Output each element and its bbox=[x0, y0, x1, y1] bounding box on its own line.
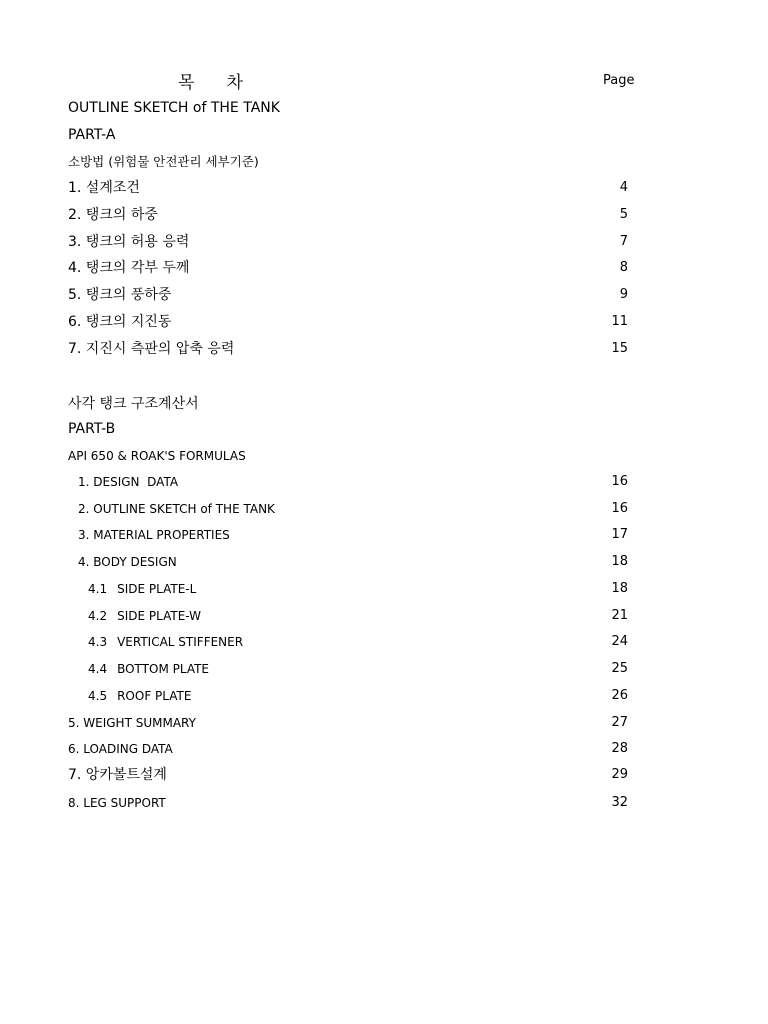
toc-entry-page: 28 bbox=[611, 741, 628, 756]
toc-sub-entry bbox=[68, 631, 640, 653]
toc-entry-label: 1. 설계조건 bbox=[68, 180, 140, 196]
part-b-heading: 사각 탱크 구조계산서 bbox=[68, 396, 199, 412]
toc-entry bbox=[68, 177, 640, 199]
toc-entry-page: 17 bbox=[611, 527, 628, 542]
toc-sub-entry-label: SIDE PLATE-W bbox=[117, 609, 201, 623]
toc-entry-label: 3. 탱크의 허용 응력 bbox=[68, 234, 190, 250]
toc-entry bbox=[68, 284, 640, 306]
toc-entry-label: 6. 탱크의 지진동 bbox=[68, 314, 172, 330]
toc-entry-label: 5. WEIGHT SUMMARY bbox=[68, 716, 196, 730]
toc-entry-label: 8. LEG SUPPORT bbox=[68, 796, 166, 810]
toc-title bbox=[178, 68, 243, 93]
toc-entry-page: 11 bbox=[611, 314, 628, 329]
toc-entry-page: 21 bbox=[611, 608, 628, 623]
toc-entry-label: 7. 앙카볼트설계 bbox=[68, 767, 167, 783]
toc-sub-entry-number: 4.2 bbox=[88, 609, 108, 623]
toc-entry-page: 29 bbox=[611, 767, 628, 782]
toc-title-part1: 목 bbox=[178, 73, 195, 93]
toc-entry-page: 7 bbox=[619, 234, 628, 249]
toc-sub-entry-label: SIDE PLATE-L bbox=[117, 582, 197, 596]
toc-entry bbox=[68, 231, 640, 253]
toc-entry-page: 32 bbox=[611, 795, 628, 810]
toc-entry bbox=[68, 738, 640, 760]
toc-entry-page: 26 bbox=[611, 688, 628, 703]
toc-entry-page: 8 bbox=[619, 260, 628, 275]
toc-entry-label: 4. BODY DESIGN bbox=[78, 555, 177, 569]
toc-entry-label: 3. MATERIAL PROPERTIES bbox=[78, 528, 230, 542]
toc-entry-page: 24 bbox=[611, 634, 628, 649]
toc-entry bbox=[68, 764, 640, 786]
toc-entry bbox=[68, 524, 640, 546]
toc-entry-label: 1. DESIGN DATA bbox=[78, 475, 179, 489]
part-b-subtitle: API 650 & ROAK'S FORMULAS bbox=[68, 449, 246, 463]
toc-entry-label: 2. OUTLINE SKETCH of THE TANK bbox=[78, 502, 275, 516]
part-a-subtitle: 소방법 (위험물 안전관리 세부기준) bbox=[68, 154, 259, 169]
part-a-outline: OUTLINE SKETCH of THE TANK bbox=[68, 100, 280, 116]
toc-entry bbox=[68, 311, 640, 333]
toc-entry bbox=[68, 338, 640, 360]
toc-sub-entry-label: ROOF PLATE bbox=[117, 689, 192, 703]
toc-sub-entry bbox=[68, 658, 640, 680]
part-b-label: PART-B bbox=[68, 421, 116, 437]
toc-sub-entry-label: BOTTOM PLATE bbox=[117, 662, 210, 676]
toc-entry-label: 2. 탱크의 하중 bbox=[68, 207, 158, 223]
toc-entry-page: 16 bbox=[611, 474, 628, 489]
toc-entry bbox=[68, 257, 640, 279]
toc-title-part2: 차 bbox=[226, 73, 243, 93]
toc-entry-page: 27 bbox=[611, 715, 628, 730]
toc-sub-entry-number: 4.5 bbox=[88, 689, 108, 703]
toc-entry bbox=[68, 471, 640, 493]
toc-entry-page: 4 bbox=[619, 180, 628, 195]
toc-entry bbox=[68, 204, 640, 226]
toc-sub-entry-number: 4.3 bbox=[88, 635, 108, 649]
toc-entry-page: 5 bbox=[619, 207, 628, 222]
toc-entry-label: 5. 탱크의 풍하중 bbox=[68, 287, 172, 303]
toc-sub-entry bbox=[68, 578, 640, 600]
toc-entry bbox=[68, 551, 640, 573]
toc-sub-entry-label: VERTICAL STIFFENER bbox=[117, 635, 244, 649]
toc-sub-entry-number: 4.4 bbox=[88, 662, 108, 676]
toc-sub-entry bbox=[68, 685, 640, 707]
toc-sub-entry-number: 4.1 bbox=[88, 582, 108, 596]
toc-entry-page: 15 bbox=[611, 341, 628, 356]
toc-entry bbox=[68, 712, 640, 734]
toc-entry-label: 6. LOADING DATA bbox=[68, 742, 173, 756]
toc-entry-label: 4. 탱크의 각부 두께 bbox=[68, 260, 190, 276]
toc-entry-page: 16 bbox=[611, 501, 628, 516]
toc-sub-entry bbox=[68, 605, 640, 627]
part-a-label: PART-A bbox=[68, 127, 116, 143]
toc-entry-page: 9 bbox=[619, 287, 628, 302]
toc-entry-page: 18 bbox=[611, 554, 628, 569]
toc-entry-page: 25 bbox=[611, 661, 628, 676]
toc-entry-label: 7. 지진시 측판의 압축 응력 bbox=[68, 341, 235, 357]
toc-entry-page: 18 bbox=[611, 581, 628, 596]
toc-entry bbox=[68, 792, 640, 814]
toc-entry bbox=[68, 498, 640, 520]
page-column-label: Page bbox=[603, 73, 635, 88]
